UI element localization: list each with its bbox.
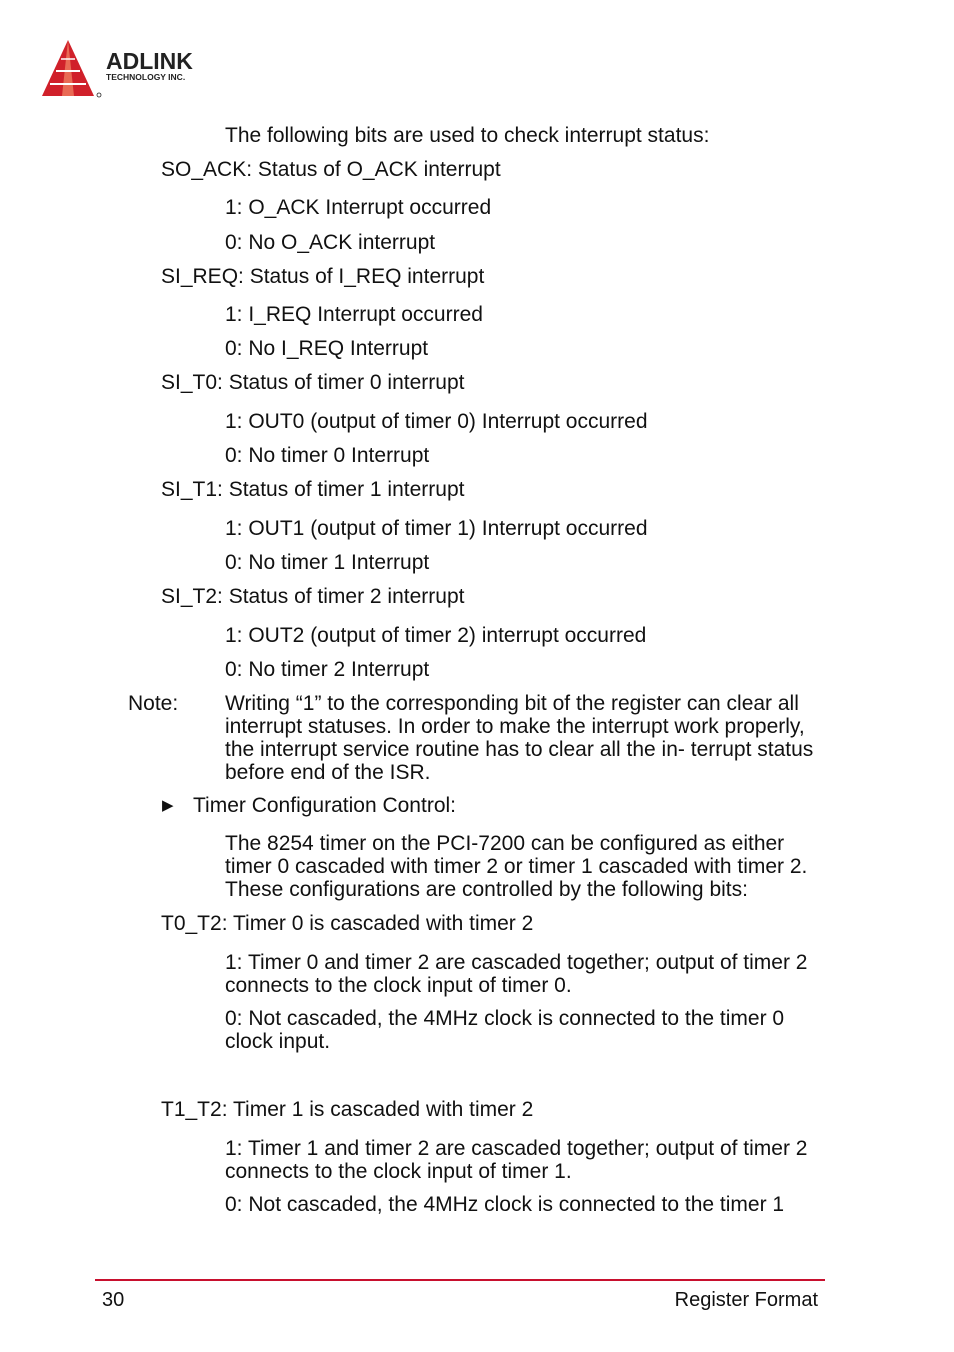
footer-rule [95, 1279, 825, 1281]
si-t0-value-0: 0: No timer 0 Interrupt [225, 444, 430, 467]
si-t1-value-0: 0: No timer 1 Interrupt [225, 551, 430, 574]
note-label: Note: [128, 692, 179, 715]
bullet-title: Timer Configuration Control: [193, 794, 456, 817]
si-t1-title: SI_T1: Status of timer 1 interrupt [161, 478, 465, 501]
footer-section-title: Register Format [674, 1289, 818, 1311]
si-t0-value-1: 1: OUT0 (output of timer 0) Interrupt occurred [225, 410, 648, 433]
timer-config-paragraph: The 8254 timer on the PCI-7200 can be configured as either timer 0 cascaded with timer 2 or timer 1 cascaded with timer 2. These configurations are controlled by the following bits: [225, 832, 808, 901]
intro-text: The following bits are used to check interrupt status: [225, 124, 710, 147]
t0-t2-value-0: 0: Not cascaded, the 4MHz clock is connected to the timer 0 clock input. [225, 1007, 785, 1053]
si-req-title: SI_REQ: Status of I_REQ interrupt [161, 265, 485, 288]
si-t2-value-1: 1: OUT2 (output of timer 2) interrupt occurred [225, 624, 647, 647]
note-text: Writing “1” to the corresponding bit of the register can clear all interrupt statuses. In order to make the interrupt work properly, the interrupt service routine has to clear all the in- terrupt status before end of the ISR. [225, 692, 814, 784]
triangle-bullet-icon: ▶ [162, 797, 174, 814]
si-t1-value-1: 1: OUT1 (output of timer 1) Interrupt occurred [225, 517, 648, 540]
t1-t2-value-1: 1: Timer 1 and timer 2 are cascaded together; output of timer 2 connects to the clock input of timer 1. [225, 1137, 808, 1183]
so-ack-value-1: 1: O_ACK Interrupt occurred [225, 196, 492, 219]
si-req-value-0: 0: No I_REQ Interrupt [225, 337, 429, 360]
si-req-value-1: 1: I_REQ Interrupt occurred [225, 303, 483, 326]
adlink-logo [42, 38, 232, 100]
t0-t2-title: T0_T2: Timer 0 is cascaded with timer 2 [161, 912, 534, 935]
t0-t2-value-1: 1: Timer 0 and timer 2 are cascaded together; output of timer 2 connects to the clock input of timer 0. [225, 951, 808, 997]
svg-text:ADLINK: ADLINK [106, 48, 193, 74]
t1-t2-value-0: 0: Not cascaded, the 4MHz clock is connected to the timer 1 [225, 1193, 785, 1216]
so-ack-title: SO_ACK: Status of O_ACK interrupt [161, 158, 501, 181]
page-number: 30 [102, 1289, 125, 1311]
so-ack-value-0: 0: No O_ACK interrupt [225, 231, 436, 254]
svg-text:TECHNOLOGY INC.: TECHNOLOGY INC. [106, 72, 186, 82]
si-t2-title: SI_T2: Status of timer 2 interrupt [161, 585, 465, 608]
si-t2-value-0: 0: No timer 2 Interrupt [225, 658, 430, 681]
t1-t2-title: T1_T2: Timer 1 is cascaded with timer 2 [161, 1098, 534, 1121]
si-t0-title: SI_T0: Status of timer 0 interrupt [161, 371, 465, 394]
